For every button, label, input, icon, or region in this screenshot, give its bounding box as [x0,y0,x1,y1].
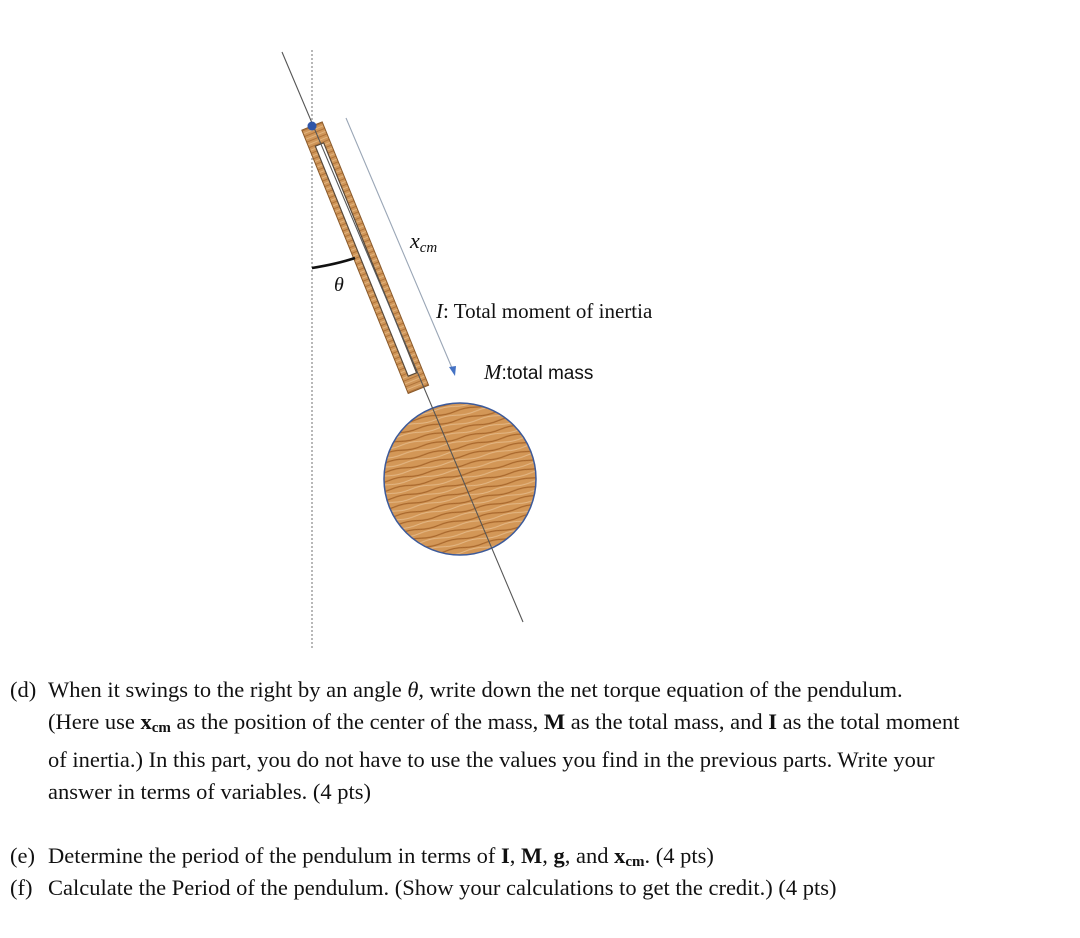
question-d-tag: (d) [10,677,37,702]
pivot-point [308,122,317,131]
rod-slot [315,143,416,376]
question-f-tag: (f) [10,875,33,900]
question-d-line-3: of inertia.) In this part, you do not have to use the values you find in the previous parts. Write your [48,747,935,772]
question-f-text: Calculate the Period of the pendulum. (Show your calculations to get the credit.) (4 pts) [48,875,837,900]
question-e-tag: (e) [10,843,35,868]
question-d-line-4: answer in terms of variables. (4 pts) [48,779,372,804]
mass-label: M:total mass [484,360,594,384]
pendulum-axis-line [282,52,523,622]
inertia-label: I: Total moment of inertia [436,299,653,323]
pendulum-disk [384,403,536,555]
theta-angle-arc [312,258,355,268]
question-d-line-2: (Here use $x_{cm}$ as the position of the center of the mass, M as the total mass, and I as the total moment [48,709,960,736]
theta-label: θ [334,274,344,296]
xcm-arrowhead [449,366,456,376]
question-d [10,674,1070,808]
question-d-line-1: When it swings to the right by an angle θ, write down the net torque equation of the pendulum. [48,677,903,702]
question-e-text: Determine the period of the pendulum in terms of I, M, g, and $x_{cm}$. (4 pts) [48,843,714,870]
question-f [10,872,1070,904]
xcm-label: xcm [410,228,438,256]
